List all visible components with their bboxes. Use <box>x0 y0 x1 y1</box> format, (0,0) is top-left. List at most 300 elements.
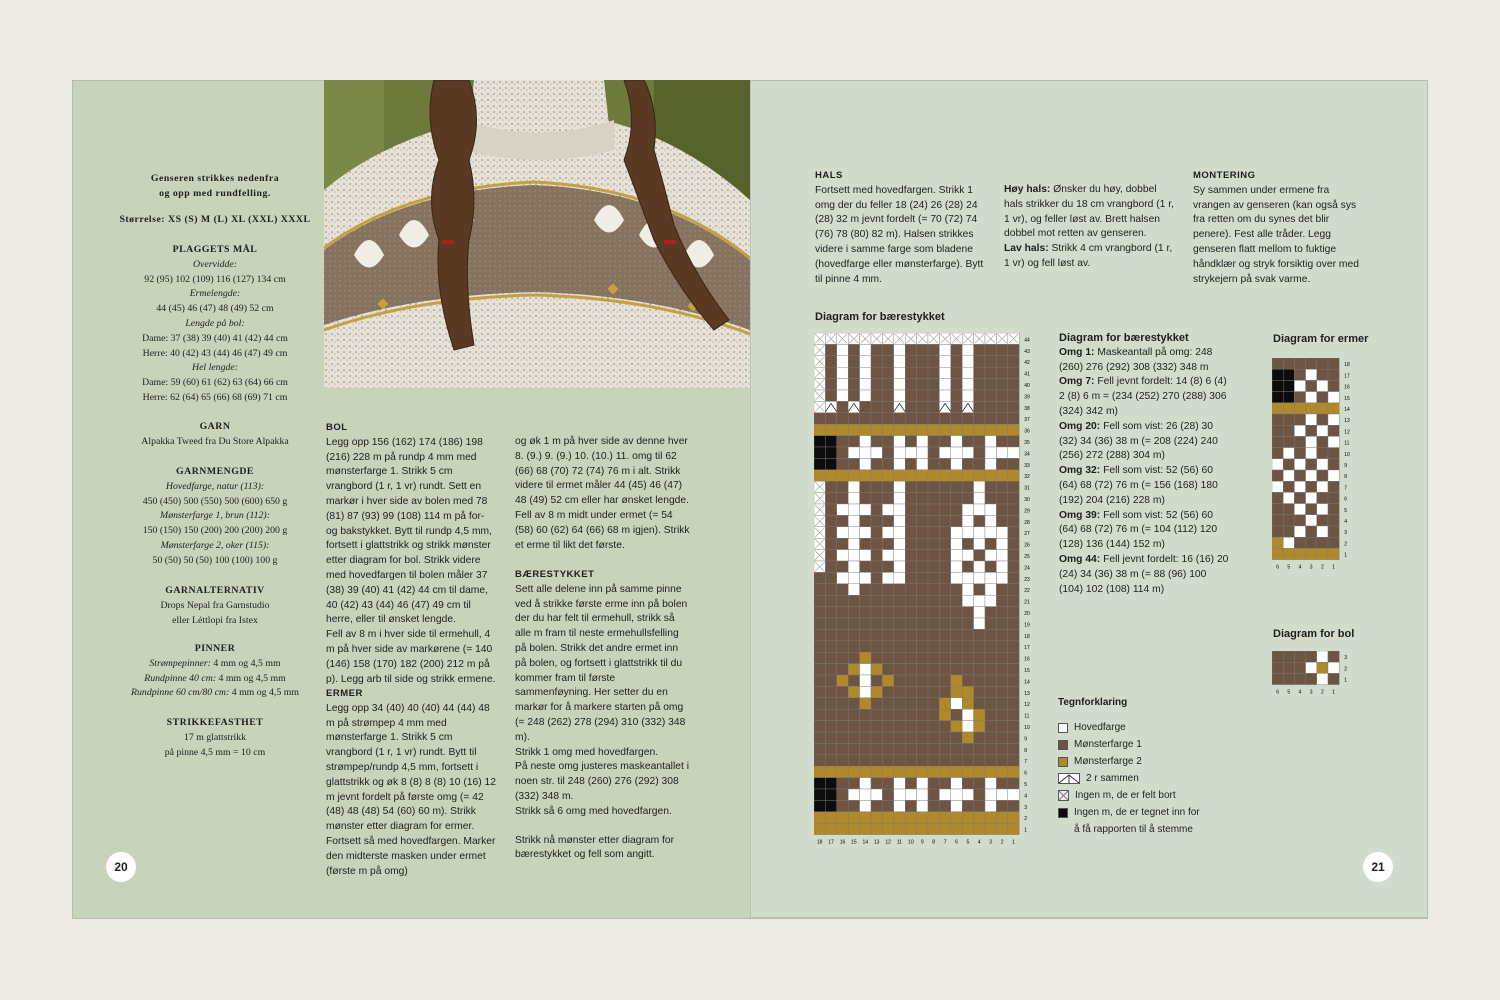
chart-cell <box>825 424 836 435</box>
chart-cell <box>860 629 871 640</box>
chart-cell <box>1317 470 1328 481</box>
chart-cell <box>917 823 928 834</box>
chart-cell <box>871 390 882 401</box>
col-number: 5 <box>966 839 970 846</box>
chart-cell <box>1294 448 1305 459</box>
chart-cell <box>894 481 905 492</box>
chart-cell <box>1328 436 1339 447</box>
chart-cell <box>951 379 962 390</box>
chart-cell <box>837 584 848 595</box>
chart-cell <box>894 595 905 606</box>
chart-cell <box>928 641 939 652</box>
chart-cell <box>837 755 848 766</box>
chart-cell <box>1306 459 1317 470</box>
chart-cell <box>860 561 871 572</box>
chart-cell <box>951 743 962 754</box>
chart-cell <box>1306 414 1317 425</box>
chart-cell <box>860 515 871 526</box>
chart-cell <box>996 436 1007 447</box>
chart-cell <box>871 812 882 823</box>
chart-cell <box>837 436 848 447</box>
chart-cell <box>939 527 950 538</box>
chart-cell <box>985 356 996 367</box>
chart-cell <box>848 812 859 823</box>
chart-cell <box>871 721 882 732</box>
chart-cell <box>939 675 950 686</box>
chart-cell <box>882 618 893 629</box>
chart-cell <box>871 732 882 743</box>
chart-cell <box>985 470 996 481</box>
chart-cell <box>962 698 973 709</box>
ermer-chart <box>1272 358 1362 578</box>
chart-cell <box>928 356 939 367</box>
chart-cell <box>848 424 859 435</box>
chart-cell <box>1272 515 1283 526</box>
chart-cell <box>1272 470 1283 481</box>
row-number: 27 <box>1024 531 1030 538</box>
chart-cell <box>962 732 973 743</box>
chart-cell <box>996 629 1007 640</box>
chart-cell <box>894 584 905 595</box>
chart-cell <box>974 515 985 526</box>
chart-cell <box>974 732 985 743</box>
col-number: 3 <box>1309 689 1313 696</box>
chart-cell <box>996 766 1007 777</box>
legend-main: Hovedfarge <box>1058 722 1126 733</box>
chart-cell <box>894 367 905 378</box>
chart-cell <box>860 481 871 492</box>
row-number: 2 <box>1344 666 1347 673</box>
chart-cell <box>974 607 985 618</box>
chart-cell <box>962 424 973 435</box>
chart-cell <box>848 538 859 549</box>
chart-cell <box>848 527 859 538</box>
chart-cell <box>996 618 1007 629</box>
chart-cell <box>1328 414 1339 425</box>
chart-cell <box>917 550 928 561</box>
chart-cell <box>917 390 928 401</box>
chart-cell <box>1008 732 1019 743</box>
chart-cell <box>962 538 973 549</box>
chart-cell <box>996 789 1007 800</box>
chart-cell <box>928 766 939 777</box>
chart-cell <box>1008 698 1019 709</box>
chart-cell <box>814 584 825 595</box>
chart-cell <box>928 778 939 789</box>
row-number: 10 <box>1344 451 1350 458</box>
chart-cell <box>905 766 916 777</box>
chart-cell <box>974 675 985 686</box>
chart-cell <box>1283 470 1294 481</box>
chart-cell <box>962 664 973 675</box>
chart-cell <box>837 709 848 720</box>
chart-cell <box>951 527 962 538</box>
chart-cell <box>825 823 836 834</box>
chart-cell <box>814 709 825 720</box>
col-number: 2 <box>1321 689 1324 696</box>
chart-cell <box>917 356 928 367</box>
chart-cell <box>996 664 1007 675</box>
ermer-chart-title: Diagram for ermer <box>1273 333 1369 345</box>
chart-cell <box>928 470 939 481</box>
chart-cell <box>1283 380 1294 391</box>
chart-cell <box>871 527 882 538</box>
chart-cell <box>860 755 871 766</box>
chart-cell <box>917 470 928 481</box>
chart-cell <box>894 515 905 526</box>
bol-chart <box>1272 651 1362 701</box>
chart-cell <box>996 527 1007 538</box>
ermer-continued: og øk 1 m på hver side av denne hver 8. (9.) 9. (9.) 10. (10.) 11. omg til 62 (66) 68 (70) 72 (74) 76 m i alt. Strikk videre til ermet måler 44 (45) 46 (47) 48 (49) 52 cm eller har ønsket lengde. Fell av 8 m midt under ermet (= 54 (58) 60 (62) 64 (66) 68 m igjen). Strikk et erme til likt det første. <box>515 436 690 551</box>
chart-cell <box>882 755 893 766</box>
chart-cell <box>962 367 973 378</box>
chart-cell <box>837 812 848 823</box>
col-number: 9 <box>920 839 924 846</box>
col-number: 8 <box>932 839 936 846</box>
chart-cell <box>917 778 928 789</box>
chart-cell <box>814 732 825 743</box>
sweater-photo <box>324 80 750 388</box>
chart-cell <box>1294 470 1305 481</box>
chart-cell <box>1306 537 1317 548</box>
chart-cell <box>917 515 928 526</box>
col-number: 1 <box>1012 839 1015 846</box>
chart-cell <box>1008 481 1019 492</box>
chart-cell <box>962 584 973 595</box>
chart-cell <box>894 812 905 823</box>
chart-cell <box>1306 526 1317 537</box>
chart-cell <box>1272 651 1283 662</box>
chart-cell <box>905 356 916 367</box>
col-number: 10 <box>908 839 914 846</box>
chart-cell <box>917 527 928 538</box>
chart-cell <box>825 493 836 504</box>
chart-cell <box>1294 526 1305 537</box>
chart-cell <box>882 458 893 469</box>
chart-cell <box>894 344 905 355</box>
chart-cell <box>974 778 985 789</box>
chart-cell <box>962 515 973 526</box>
chart-cell <box>917 504 928 515</box>
chart-cell <box>1317 537 1328 548</box>
chart-cell <box>928 755 939 766</box>
chart-cell <box>1008 379 1019 390</box>
chart-cell <box>1008 470 1019 481</box>
row-number: 44 <box>1024 337 1030 344</box>
chart-cell <box>837 550 848 561</box>
chart-cell <box>985 424 996 435</box>
chart-cell <box>905 789 916 800</box>
chart-cell <box>871 652 882 663</box>
chart-cell <box>814 436 825 447</box>
row-number: 13 <box>1344 418 1350 425</box>
row-number: 3 <box>1024 804 1027 811</box>
chart-cell <box>825 504 836 515</box>
chart-cell <box>894 504 905 515</box>
chart-cell <box>814 413 825 424</box>
chart-cell <box>825 607 836 618</box>
chart-cell <box>1317 673 1328 684</box>
chart-cell <box>962 390 973 401</box>
chart-cell <box>814 664 825 675</box>
chart-cell <box>974 618 985 629</box>
row-number: 28 <box>1024 519 1030 526</box>
chart-cell <box>985 572 996 583</box>
chart-cell <box>928 698 939 709</box>
chart-cell <box>882 607 893 618</box>
col-number: 12 <box>885 839 891 846</box>
chart-cell <box>814 470 825 481</box>
chart-cell <box>974 390 985 401</box>
chart-cell <box>962 458 973 469</box>
chart-cell <box>1272 403 1283 414</box>
col-number: 6 <box>1276 689 1279 696</box>
size-line: Størrelse: XS (S) M (L) XL (XXL) XXXL <box>119 214 311 225</box>
chart-cell <box>882 732 893 743</box>
chart-cell <box>871 698 882 709</box>
col-number: 11 <box>896 839 903 846</box>
chart-cell <box>1328 448 1339 459</box>
chart-cell <box>1283 392 1294 403</box>
chart-cell <box>962 800 973 811</box>
chart-cell <box>1272 358 1283 369</box>
chart-cell <box>894 766 905 777</box>
chart-cell <box>928 527 939 538</box>
chart-cell <box>1272 436 1283 447</box>
chart-cell <box>917 367 928 378</box>
chart-cell <box>871 538 882 549</box>
chart-cell <box>1283 651 1294 662</box>
chart-cell <box>939 504 950 515</box>
chart-cell <box>1317 403 1328 414</box>
chart-cell <box>882 698 893 709</box>
plaggets-section: PLAGGETS MÅL Overvidde: 92 (95) 102 (109) 116 (127) 134 cm Ermelengde: 44 (45) 46 (47) 48 (49) 52 cm Lengde på bol: Dame: 37 (38) 39 (40) 41 (42) 44 cm Herre: 40 (42) 43 (44) 46 (47) 49 cm Hel lengde: Dame: 59 (60) 61 (62) 63 (64) 66 cm Herre: 62 (64) 65 (66) 68 (69) 71 cm <box>142 244 288 403</box>
row-number: 5 <box>1024 782 1027 788</box>
chart-cell <box>974 823 985 834</box>
chart-cell <box>996 481 1007 492</box>
chart-cell <box>928 652 939 663</box>
chart-cell <box>894 800 905 811</box>
chart-cell <box>951 607 962 618</box>
chart-cell <box>871 367 882 378</box>
chart-cell <box>814 572 825 583</box>
chart-cell <box>1008 789 1019 800</box>
chart-cell <box>825 481 836 492</box>
chart-cell <box>951 367 962 378</box>
chart-cell <box>1306 548 1317 559</box>
chart-cell <box>1294 504 1305 515</box>
chart-cell <box>996 823 1007 834</box>
chart-cell <box>871 743 882 754</box>
chart-cell <box>985 789 996 800</box>
col-number: 2 <box>1321 564 1324 571</box>
chart-cell <box>974 344 985 355</box>
chart-cell <box>917 458 928 469</box>
chart-cell <box>814 766 825 777</box>
chart-cell <box>962 504 973 515</box>
chart-cell <box>1272 380 1283 391</box>
chart-cell <box>1317 662 1328 673</box>
chart-cell <box>951 447 962 458</box>
chart-cell <box>1008 515 1019 526</box>
chart-cell <box>985 778 996 789</box>
page-number-left: 20 <box>106 852 136 882</box>
chart-cell <box>825 356 836 367</box>
chart-cell <box>825 709 836 720</box>
chart-cell <box>905 629 916 640</box>
chart-cell <box>1008 778 1019 789</box>
chart-cell <box>962 721 973 732</box>
chart-cell <box>928 424 939 435</box>
chart-cell <box>871 504 882 515</box>
row-number: 14 <box>1344 407 1350 413</box>
chart-cell <box>985 458 996 469</box>
chart-cell <box>939 812 950 823</box>
chart-cell <box>848 390 859 401</box>
chart-cell <box>962 755 973 766</box>
chart-cell <box>1008 550 1019 561</box>
chart-cell <box>939 755 950 766</box>
swatch-ochre <box>1058 757 1068 767</box>
chart-cell <box>860 607 871 618</box>
chart-cell <box>985 504 996 515</box>
chart-cell <box>905 390 916 401</box>
chart-cell <box>974 561 985 572</box>
chart-cell <box>985 766 996 777</box>
chart-cell <box>951 550 962 561</box>
chart-cell <box>1317 414 1328 425</box>
chart-cell <box>1328 425 1339 436</box>
chart-cell <box>894 493 905 504</box>
chart-cell <box>825 470 836 481</box>
chart-cell <box>974 401 985 412</box>
chart-cell <box>814 823 825 834</box>
chart-cell <box>871 436 882 447</box>
chart-cell <box>917 401 928 412</box>
chart-cell <box>905 538 916 549</box>
chart-cell <box>996 709 1007 720</box>
chart-cell <box>1306 470 1317 481</box>
chart-cell <box>905 823 916 834</box>
chart-cell <box>882 789 893 800</box>
chart-cell <box>1272 425 1283 436</box>
chart-cell <box>985 515 996 526</box>
chart-cell <box>848 778 859 789</box>
chart-cell <box>1008 390 1019 401</box>
col-number: 3 <box>989 839 993 846</box>
chart-cell <box>974 550 985 561</box>
chart-cell <box>928 344 939 355</box>
chart-cell <box>951 709 962 720</box>
chart-cell <box>860 367 871 378</box>
chart-cell <box>848 721 859 732</box>
col-number: 16 <box>839 839 846 846</box>
chart-cell <box>1008 812 1019 823</box>
chart-cell <box>939 550 950 561</box>
chart-cell <box>837 390 848 401</box>
chart-cell <box>860 424 871 435</box>
chart-cell <box>860 778 871 789</box>
chart-cell <box>1008 743 1019 754</box>
chart-cell <box>962 595 973 606</box>
chart-cell <box>1283 662 1294 673</box>
chart-cell <box>974 686 985 697</box>
chart-cell <box>962 481 973 492</box>
chart-cell <box>1008 504 1019 515</box>
chart-cell <box>905 572 916 583</box>
chart-cell <box>848 652 859 663</box>
chart-cell <box>951 766 962 777</box>
chart-cell <box>905 584 916 595</box>
chart-cell <box>996 390 1007 401</box>
chart-cell <box>951 424 962 435</box>
chart-cell <box>825 527 836 538</box>
chart-cell <box>894 755 905 766</box>
chart-cell <box>848 641 859 652</box>
chart-cell <box>951 675 962 686</box>
chart-cell <box>860 664 871 675</box>
row-number: 25 <box>1024 554 1030 560</box>
chart-cell <box>1283 492 1294 503</box>
chart-cell <box>939 447 950 458</box>
col-number: 5 <box>1287 689 1291 696</box>
chart-cell <box>905 447 916 458</box>
chart-cell <box>905 732 916 743</box>
chart-cell <box>1272 504 1283 515</box>
row-number: 9 <box>1344 463 1347 469</box>
chart-cell <box>1272 481 1283 492</box>
chart-cell <box>848 618 859 629</box>
chart-cell <box>928 709 939 720</box>
chart-cell <box>985 800 996 811</box>
chart-cell <box>882 379 893 390</box>
chart-cell <box>837 721 848 732</box>
chart-cell <box>1272 448 1283 459</box>
chart-cell <box>939 458 950 469</box>
chart-cell <box>1306 425 1317 436</box>
chart-cell <box>1283 436 1294 447</box>
chart-cell <box>1294 459 1305 470</box>
chart-cell <box>1317 504 1328 515</box>
chart-cell <box>939 481 950 492</box>
chart-cell <box>837 379 848 390</box>
chart-cell <box>1317 481 1328 492</box>
garnmengde-section: GARNMENGDE Hovedfarge, natur (113): 450 (450) 500 (550) 500 (600) 650 g Mønsterfarge 1, brun (112): 150 (150) 150 (200) 200 (200) 200 g Mønsterfarge 2, oker (115): 50 (50) 50 (50) 100 (100) 100 g <box>142 466 288 566</box>
chart-cell <box>951 755 962 766</box>
chart-cell <box>974 641 985 652</box>
chart-cell <box>894 698 905 709</box>
chart-cell <box>917 379 928 390</box>
chart-cell <box>939 607 950 618</box>
chart-cell <box>814 641 825 652</box>
col-number: 13 <box>873 839 880 846</box>
chart-cell <box>939 686 950 697</box>
chart-cell <box>985 755 996 766</box>
chart-cell <box>905 698 916 709</box>
chart-cell <box>939 379 950 390</box>
chart-cell <box>871 595 882 606</box>
chart-cell <box>848 732 859 743</box>
yoke-notes: Diagram for bærestykket Omg 1: Maskeantall på omg: 248 (260) 276 (292) 308 (332) 348 m Omg 7: Fell jevnt fordelt: 14 (8) 6 (4) 2 (8) 6 m = (234 (252) 270 (288) 306 (324) 342 m) Omg 20: Fell som vist: 26 (28) 30 (32) 34 (36) 38 m (= 208 (224) 240 (256) 272 (288) 304 m) Omg 32: Fell som vist: 52 (56) 60 (64) 68 (72) 76 m (= 156 (168) 180 (192) 204 (216) 228 m) Omg 39: Fell som vist: 52 (56) 60 (64) 68 (72) 76 m (= 104 (112) 120 (128) 136 (144) 152 m) Omg 44: Fell jevnt fordelt: 16 (16) 20 (24) 34 (36) 38 m (= 88 (96) 100 (104) 102 (108) 114 m) <box>1059 332 1229 595</box>
yoke-chart-title: Diagram for bærestykket <box>815 311 945 323</box>
chart-cell <box>894 356 905 367</box>
chart-cell <box>905 595 916 606</box>
chart-cell <box>996 401 1007 412</box>
chart-cell <box>882 538 893 549</box>
chart-cell <box>825 379 836 390</box>
chart-cell <box>837 664 848 675</box>
chart-cell <box>848 413 859 424</box>
